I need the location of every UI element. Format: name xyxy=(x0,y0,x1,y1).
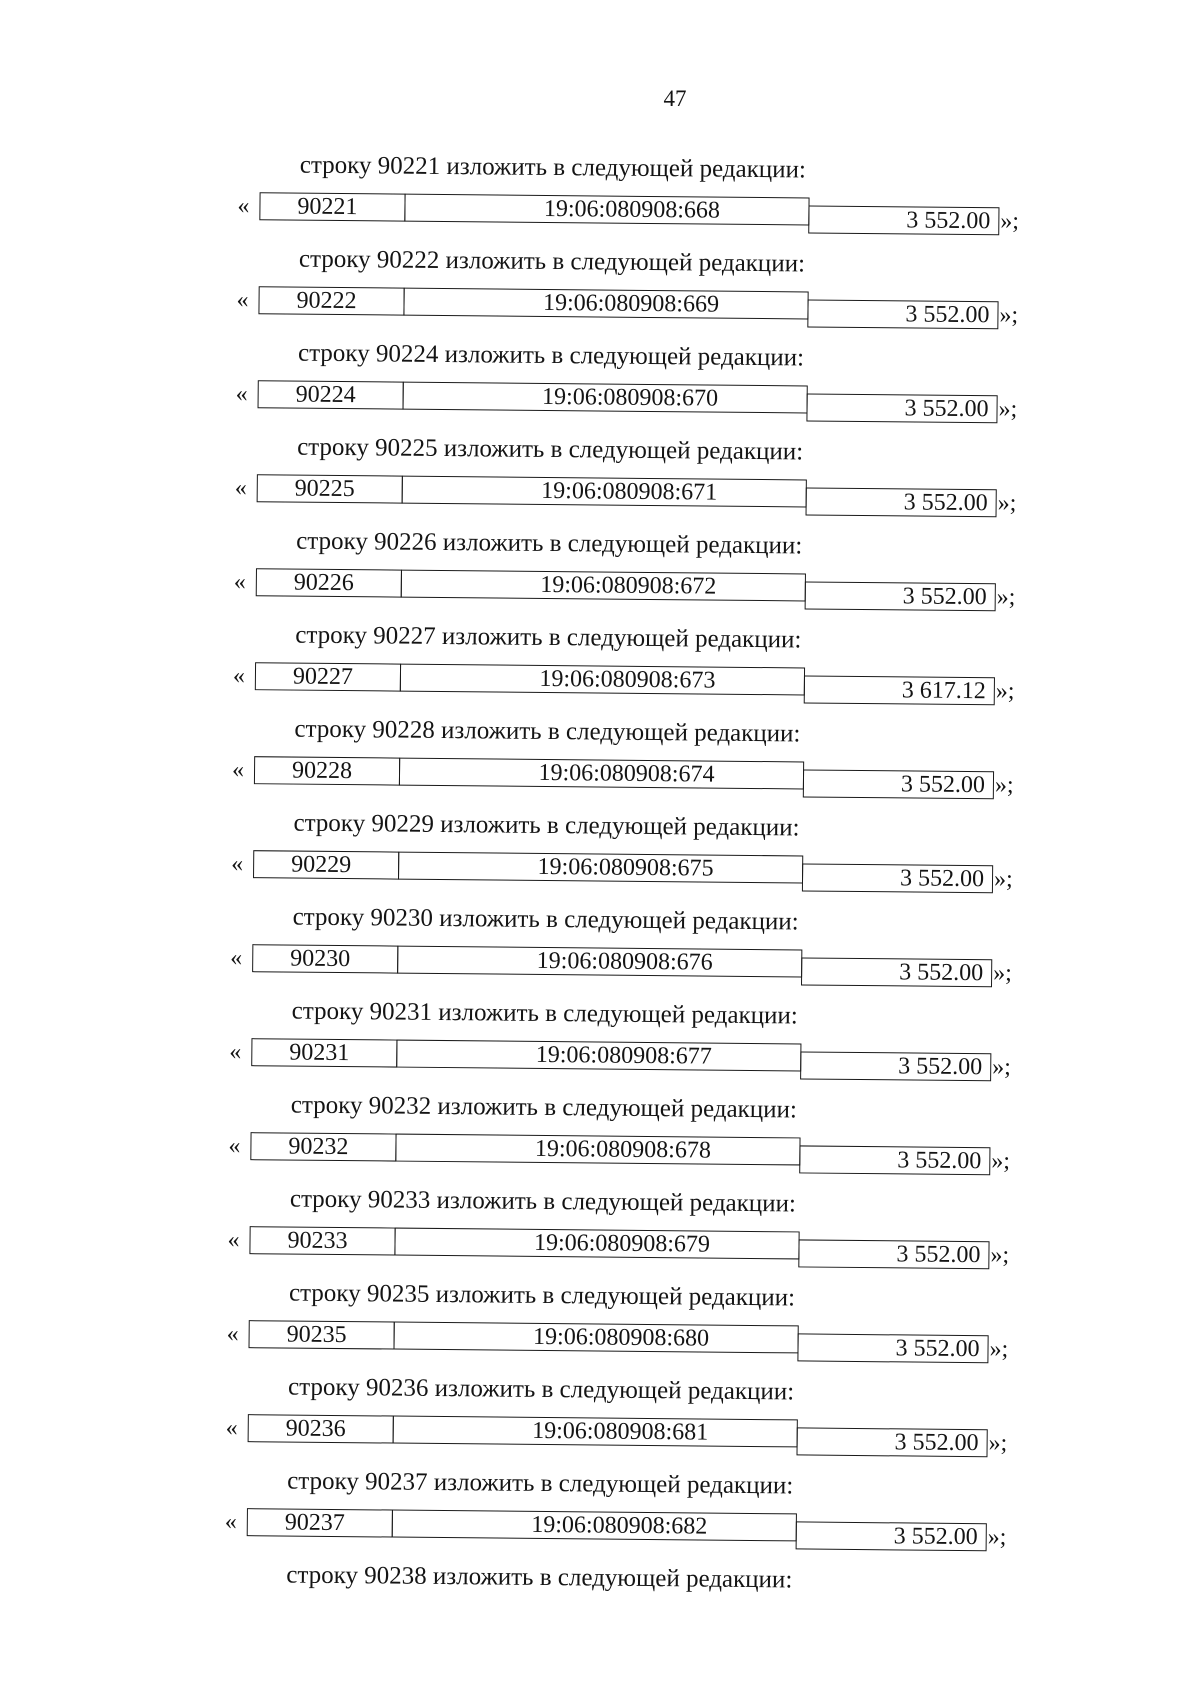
table-row xyxy=(233,568,1114,611)
row-number-cell: 90226 xyxy=(256,568,402,597)
table-row xyxy=(226,1320,1106,1363)
opening-quote: « xyxy=(231,756,245,784)
page-number: 47 xyxy=(663,86,687,111)
opening-quote: « xyxy=(237,192,250,220)
closing-quote: »; xyxy=(993,960,1012,987)
table-row xyxy=(227,1226,1107,1269)
amendment-entry xyxy=(228,1090,1109,1192)
amendment-entry xyxy=(234,432,1115,534)
opening-quote: « xyxy=(228,1132,241,1160)
row-number-cell: 90235 xyxy=(248,1320,394,1349)
area-value-cell: 3 552.00 xyxy=(796,1521,987,1551)
amendment-instruction: строку 90229 изложить в следующей редакции: xyxy=(293,809,800,842)
amendment-entry-trailing xyxy=(224,1560,1105,1662)
table-row xyxy=(237,192,1117,235)
cadastral-number-cell: 19:06:080908:682 xyxy=(392,1510,797,1542)
cadastral-number-cell: 19:06:080908:678 xyxy=(395,1134,800,1166)
amendment-entry xyxy=(236,244,1117,346)
closing-quote: »; xyxy=(989,1336,1009,1363)
opening-quote: « xyxy=(232,662,246,690)
closing-quote: »; xyxy=(997,490,1017,517)
cadastral-number-cell: 19:06:080908:669 xyxy=(403,288,808,320)
row-number-cell: 90236 xyxy=(248,1414,394,1443)
row-number-cell: 90227 xyxy=(255,662,401,691)
area-value-cell: 3 552.00 xyxy=(803,769,994,799)
closing-quote: »; xyxy=(987,1524,1007,1551)
closing-quote: »; xyxy=(993,866,1013,893)
amendment-instruction: строку 90225 изложить в следующей редакции: xyxy=(297,433,804,466)
row-number-cell: 90225 xyxy=(257,474,403,503)
amendment-entry xyxy=(235,338,1116,440)
cadastral-number-cell: 19:06:080908:671 xyxy=(402,476,807,508)
opening-quote: « xyxy=(227,1226,240,1254)
amendment-instruction: строку 90231 изложить в следующей редакции: xyxy=(291,997,798,1030)
area-value-cell: 3 552.00 xyxy=(802,863,993,893)
opening-quote: « xyxy=(234,474,247,502)
amendment-instruction: строку 90233 изложить в следующей редакции: xyxy=(289,1185,797,1218)
cadastral-number-cell: 19:06:080908:673 xyxy=(400,664,805,696)
table-row xyxy=(230,944,1110,987)
amendment-instruction: строку 90227 изложить в следующей редакции: xyxy=(295,621,802,654)
amendment-entry xyxy=(229,996,1110,1098)
amendment-entry xyxy=(227,1184,1108,1286)
table-row xyxy=(234,474,1115,517)
row-number-cell: 90221 xyxy=(259,192,405,221)
area-value-cell: 3 552.00 xyxy=(796,1427,987,1457)
cadastral-number-cell: 19:06:080908:675 xyxy=(398,852,803,884)
table-row xyxy=(232,662,1113,705)
table-row xyxy=(231,756,1112,799)
cadastral-number-cell: 19:06:080908:677 xyxy=(396,1040,801,1072)
amendment-entry xyxy=(230,902,1111,1004)
amendment-instruction: строку 90222 изложить в следующей редакции: xyxy=(298,245,806,278)
area-value-cell: 3 552.00 xyxy=(799,1145,990,1175)
closing-quote: »; xyxy=(999,302,1019,329)
opening-quote: « xyxy=(224,1508,237,1536)
amendment-entry xyxy=(225,1372,1106,1474)
area-value-cell: 3 617.12 xyxy=(804,675,995,705)
opening-quote: « xyxy=(225,1414,238,1442)
amendment-instruction: строку 90226 изложить в следующей редакции: xyxy=(296,527,803,560)
cadastral-number-cell: 19:06:080908:672 xyxy=(401,570,806,602)
table-row xyxy=(224,1508,1105,1551)
area-value-cell: 3 552.00 xyxy=(806,393,997,423)
cadastral-number-cell: 19:06:080908:680 xyxy=(393,1322,798,1354)
amendment-entry xyxy=(231,808,1112,910)
opening-quote: « xyxy=(233,568,246,596)
table-row xyxy=(229,1038,1109,1081)
amendment-list xyxy=(224,150,1118,1662)
area-value-cell: 3 552.00 xyxy=(800,1051,991,1081)
closing-quote: »; xyxy=(988,1430,1008,1457)
closing-quote: »; xyxy=(994,772,1014,799)
amendment-instruction: строку 90230 изложить в следующей редакции: xyxy=(292,903,799,936)
amendment-entry xyxy=(237,150,1118,252)
closing-quote: »; xyxy=(990,1242,1010,1269)
row-number-cell: 90237 xyxy=(247,1508,393,1537)
amendment-instruction: строку 90236 изложить в следующей редакции: xyxy=(287,1373,795,1406)
area-value-cell: 3 552.00 xyxy=(806,487,997,517)
opening-quote: « xyxy=(229,1038,242,1066)
amendment-entry xyxy=(232,714,1113,816)
closing-quote: »; xyxy=(998,396,1018,423)
area-value-cell: 3 552.00 xyxy=(807,299,998,329)
amendment-instruction: строку 90221 изложить в следующей редакции: xyxy=(299,151,806,184)
amendment-instruction: строку 90238 изложить в следующей редакции: xyxy=(286,1561,793,1594)
closing-quote: »; xyxy=(996,584,1016,611)
amendment-instruction: строку 90224 изложить в следующей редакции: xyxy=(297,339,805,372)
cadastral-number-cell: 19:06:080908:679 xyxy=(394,1228,799,1260)
area-value-cell: 3 552.00 xyxy=(801,957,992,987)
amendment-instruction: строку 90232 изложить в следующей редакции: xyxy=(290,1091,797,1124)
row-number-cell: 90231 xyxy=(251,1038,397,1067)
cadastral-number-cell: 19:06:080908:670 xyxy=(403,382,808,414)
opening-quote: « xyxy=(236,286,249,314)
row-number-cell: 90228 xyxy=(254,756,400,785)
amendment-instruction: строку 90235 изложить в следующей редакции: xyxy=(288,1279,796,1312)
closing-quote: »; xyxy=(995,678,1015,705)
row-number-cell: 90230 xyxy=(252,944,398,973)
amendment-instruction: строку 90237 изложить в следующей редакции: xyxy=(287,1467,794,1500)
amendment-entry xyxy=(226,1278,1107,1380)
opening-quote: « xyxy=(235,380,248,408)
row-number-cell: 90232 xyxy=(250,1132,396,1161)
table-row xyxy=(228,1132,1108,1175)
cadastral-number-cell: 19:06:080908:681 xyxy=(393,1416,798,1448)
opening-quote: « xyxy=(226,1320,239,1348)
closing-quote: »; xyxy=(991,1148,1011,1175)
cadastral-number-cell: 19:06:080908:676 xyxy=(397,946,802,978)
table-row xyxy=(235,380,1116,423)
table-row xyxy=(236,286,1116,329)
row-number-cell: 90222 xyxy=(258,286,404,315)
table-row xyxy=(231,850,1111,893)
row-number-cell: 90229 xyxy=(253,850,399,879)
area-value-cell: 3 552.00 xyxy=(808,205,999,235)
opening-quote: « xyxy=(231,850,244,878)
cadastral-number-cell: 19:06:080908:668 xyxy=(404,194,809,226)
amendment-entry xyxy=(224,1466,1105,1568)
cadastral-number-cell: 19:06:080908:674 xyxy=(399,758,804,790)
area-value-cell: 3 552.00 xyxy=(805,581,996,611)
amendment-entry xyxy=(233,526,1114,628)
table-row xyxy=(225,1414,1106,1457)
closing-quote: »; xyxy=(992,1054,1012,1081)
row-number-cell: 90233 xyxy=(249,1226,395,1255)
amendment-entry xyxy=(233,620,1114,722)
row-number-cell: 90224 xyxy=(258,380,404,409)
area-value-cell: 3 552.00 xyxy=(798,1239,989,1269)
closing-quote: »; xyxy=(1000,208,1020,235)
area-value-cell: 3 552.00 xyxy=(797,1333,988,1363)
amendment-instruction: строку 90228 изложить в следующей редакции: xyxy=(294,715,801,748)
opening-quote: « xyxy=(230,944,243,972)
